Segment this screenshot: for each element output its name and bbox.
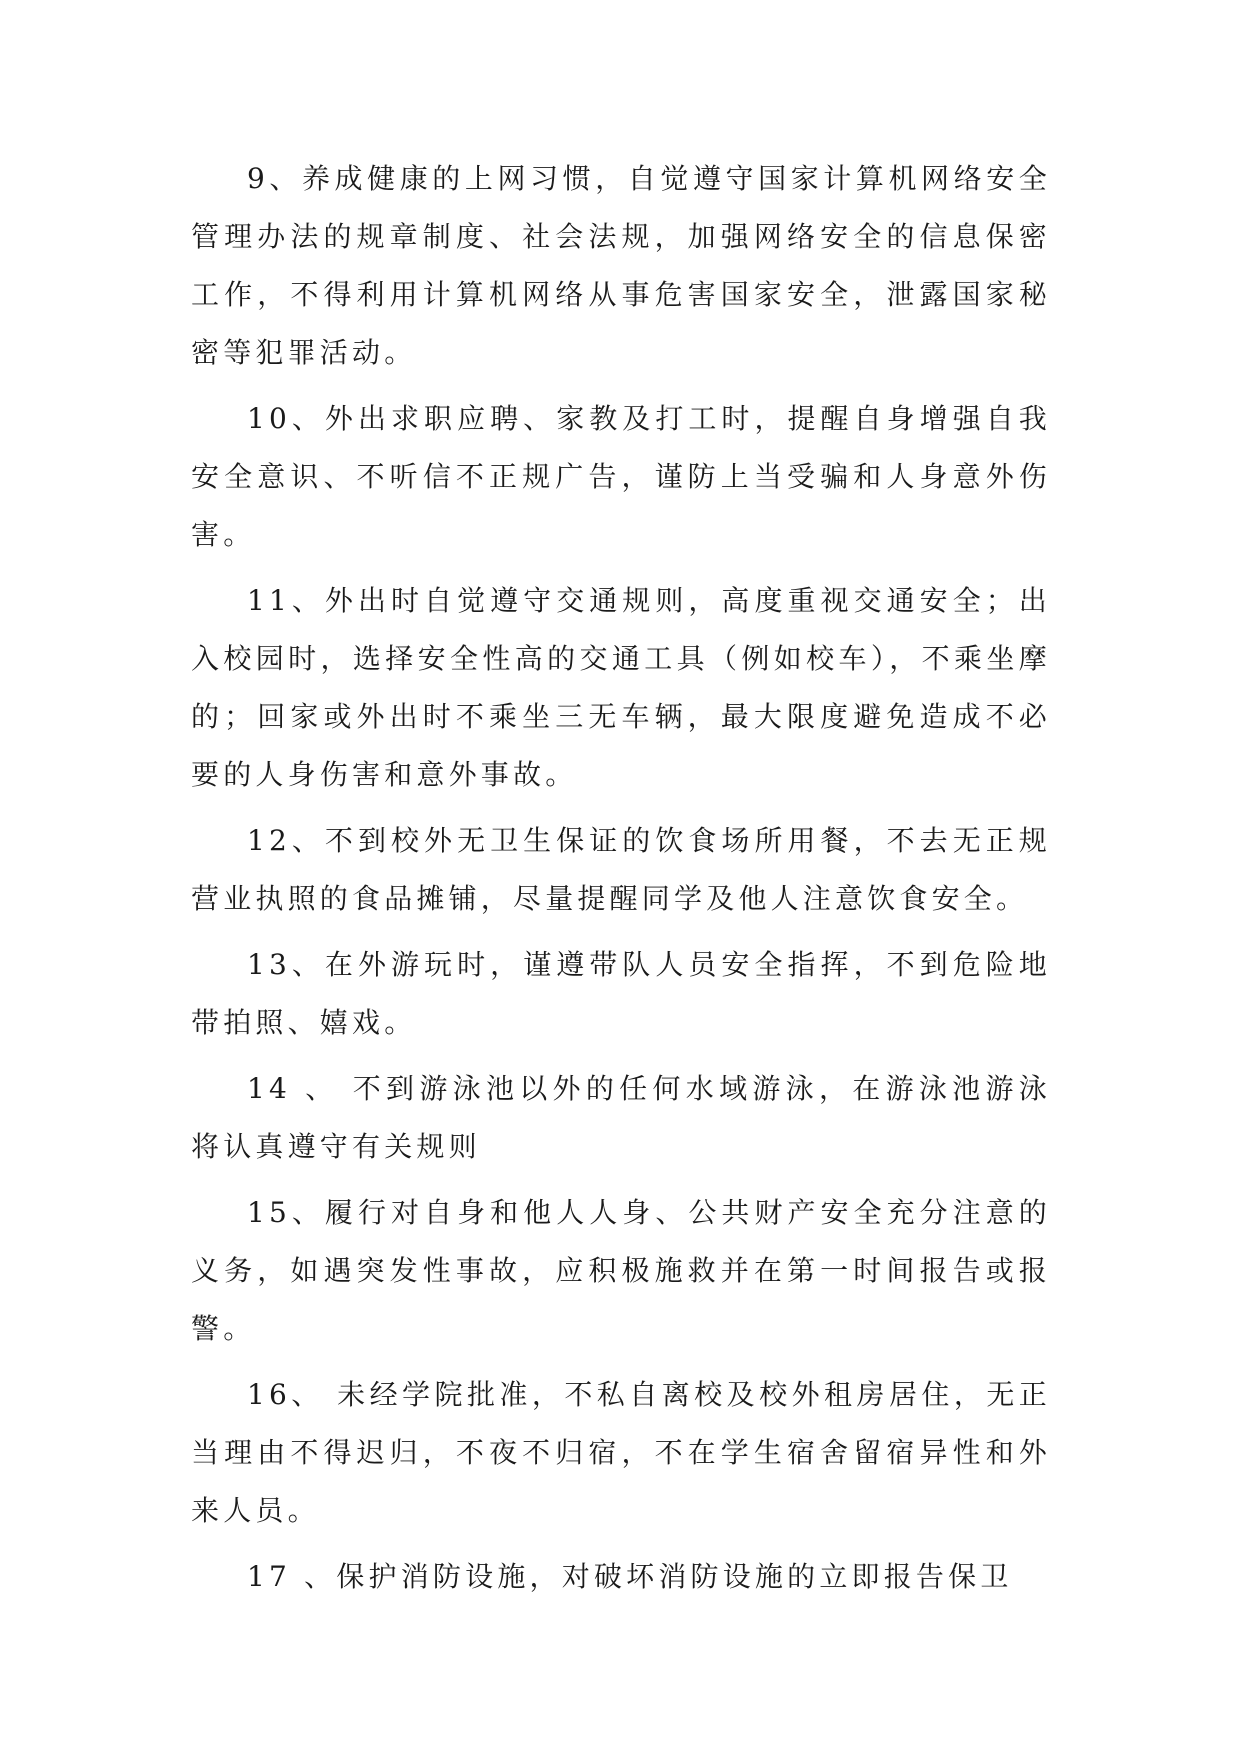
document-body	[191, 150, 1051, 1614]
paragraph-item-16: 16、 未经学院批准，不私自离校及校外租房居住，无正当理由不得迟归，不夜不归宿，不在学生宿舍留宿异性和外来人员。	[191, 1378, 1051, 1527]
paragraph-item-14: 14 、 不到游泳池以外的任何水域游泳，在游泳池游泳将认真遵守有关规则	[191, 1072, 1051, 1163]
paragraph-item-15: 15、履行对自身和他人人身、公共财产安全充分注意的义务，如遇突发性事故，应积极施救并在第一时间报告或报警。	[191, 1196, 1051, 1345]
paragraph-item-11: 11、外出时自觉遵守交通规则，高度重视交通安全；出入校园时，选择安全性高的交通工具（例如校车），不乘坐摩的；回家或外出时不乘坐三无车辆，最大限度避免造成不必要的人身伤害和意外事故。	[191, 584, 1051, 791]
paragraph-item-10: 10、外出求职应聘、家教及打工时，提醒自身增强自我安全意识、不听信不正规广告，谨防上当受骗和人身意外伤害。	[191, 402, 1051, 551]
paragraph-item-17: 17 、保护消防设施，对破坏消防设施的立即报告保卫	[247, 1560, 1013, 1593]
paragraph-item-12: 12、不到校外无卫生保证的饮食场所用餐，不去无正规营业执照的食品摊铺，尽量提醒同学及他人注意饮食安全。	[191, 824, 1051, 915]
paragraph-item-13: 13、在外游玩时，谨遵带队人员安全指挥，不到危险地带拍照、嬉戏。	[191, 948, 1051, 1039]
paragraph-item-9: 9、养成健康的上网习惯，自觉遵守国家计算机网络安全管理办法的规章制度、社会法规，加强网络安全的信息保密工作，不得利用计算机网络从事危害国家安全，泄露国家秘密等犯罪活动。	[191, 162, 1051, 369]
